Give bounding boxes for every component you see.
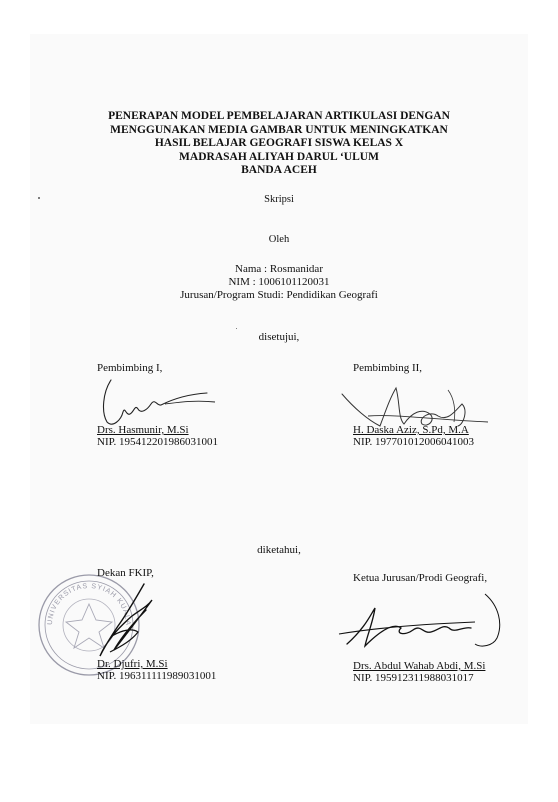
scan-speck [236, 328, 237, 329]
title-line-2: MENGGUNAKAN MEDIA GAMBAR UNTUK MENINGKATKAN [110, 123, 448, 136]
supervisor2-role: Pembimbing II, [353, 362, 423, 374]
title-line-3: HASIL BELAJAR GEOGRAFI SISWA KELAS X [154, 137, 404, 149]
author-nim: NIM : 1006101120031 [228, 276, 330, 288]
thesis-title [0, 110, 558, 178]
dean-signature [92, 580, 162, 660]
by-label: Oleh [268, 234, 290, 245]
approved-label: disetujui, [258, 331, 300, 343]
dean-role: Dekan FKIP, [97, 567, 154, 579]
dean-name: Dr. Djufri, M.Si [97, 658, 168, 670]
supervisor1-name: Drs. Hasmunir, M.Si [97, 424, 189, 436]
stamp-text: UNIVERSITAS SYIAH KUALA [46, 582, 132, 627]
title-line-1: PENERAPAN MODEL PEMBELAJARAN ARTIKULASI DENGAN [108, 110, 450, 122]
supervisor2-name: H. Daska Aziz, S.Pd, M.A [353, 424, 469, 436]
head-nip: NIP. 195912311988031017 [353, 672, 474, 684]
known-label: diketahui, [257, 544, 301, 556]
supervisor1-nip: NIP. 195412201986031001 [97, 436, 219, 448]
head-signature [335, 588, 515, 658]
supervisor1-signature [95, 376, 225, 431]
author-name: Nama : Rosmanidar [235, 263, 323, 275]
document-type: Skripsi [264, 194, 294, 205]
title-line-4: MADRASAH ALIYAH DARUL ‘ULUM [179, 150, 379, 163]
supervisor2-nip: NIP. 197701012006041003 [353, 436, 475, 448]
author-program: Jurusan/Program Studi: Pendidikan Geografi [180, 289, 378, 301]
head-role: Ketua Jurusan/Prodi Geografi, [353, 572, 488, 584]
dean-nip: NIP. 196311111989031001 [97, 670, 217, 682]
supervisor1-role: Pembimbing I, [97, 362, 163, 374]
title-line-5: BANDA ACEH [241, 164, 317, 176]
head-name: Drs. Abdul Wahab Abdi, M.Si [353, 660, 486, 672]
